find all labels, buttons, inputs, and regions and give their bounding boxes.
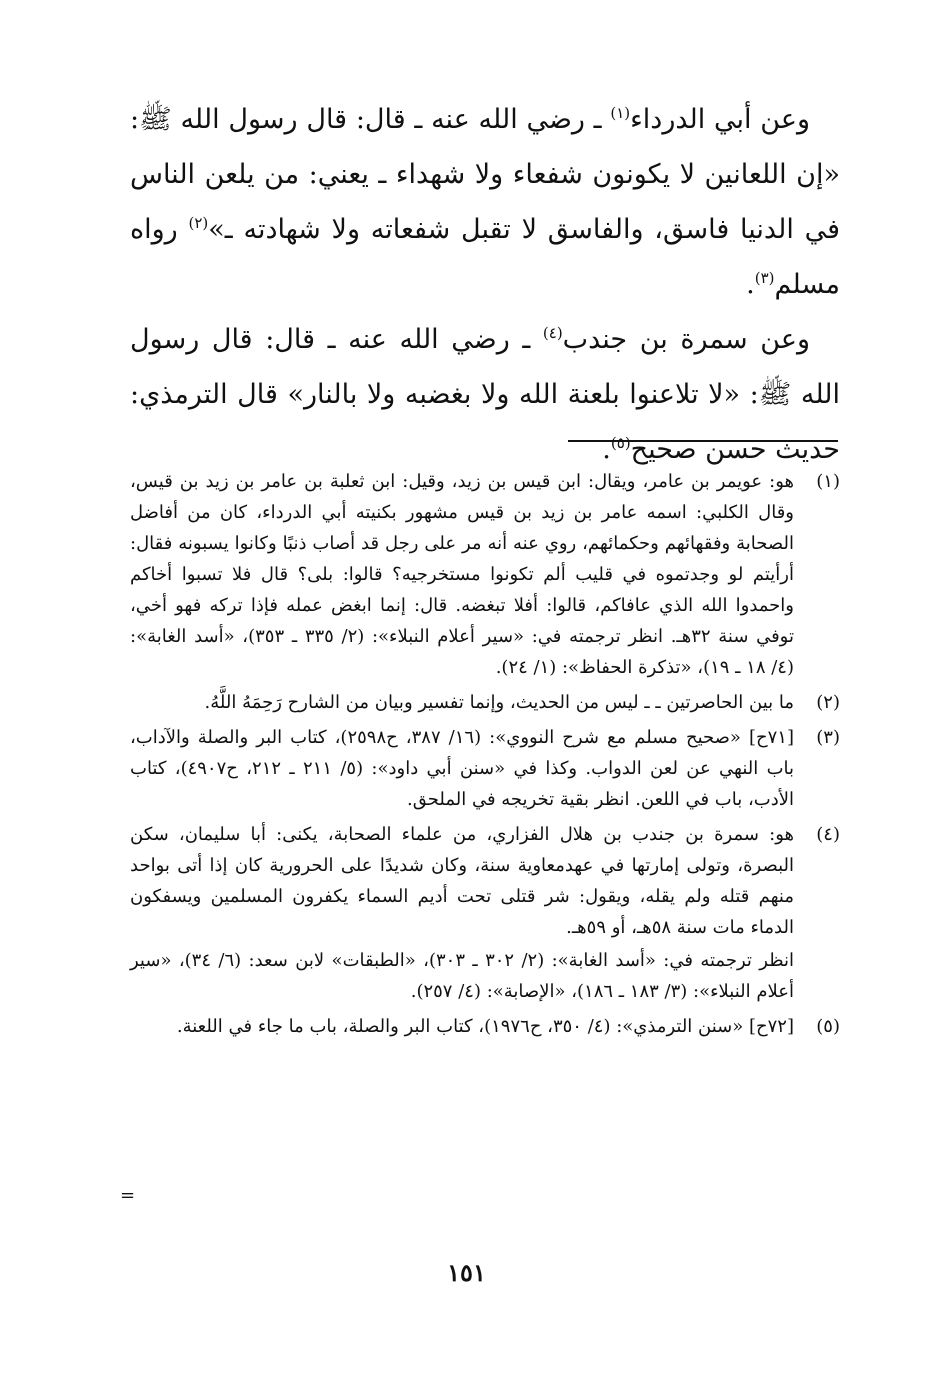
footnote-body: [130, 687, 794, 718]
footnote-text: هو: سمرة بن جندب بن هلال الفزاري، من علماء الصحابة، يكنى: أبا سليمان، سكن البصرة، وتولى إمارتها في عهدمعاوية سنة، وكان شديدًا على الحرورية كان إذا أتى بواحد منهم قتله ولم يقله، ويقول: شر قتلى تحت أديم السماء يكفرون المسلمين ويسفكون الدماء مات سنة ٥٨هـ، أو ٥٩هـ.: [130, 824, 794, 938]
hadith-paragraph-1: [130, 92, 840, 312]
footnote-number: (٢): [816, 692, 840, 713]
footnote-number: (١): [816, 471, 840, 492]
footnote-3: [130, 722, 840, 815]
page-number: ١٥١: [447, 1258, 486, 1287]
footnote-ref-4[interactable]: (٤): [542, 324, 563, 342]
footnote-ref-3[interactable]: (٣): [754, 269, 775, 287]
hadith-1-text-b: ـ رضي الله عنه ـ قال: قال رسول الله ﷺ: «إن اللعانين لا يكونون شفعاء ولا شهداء ـ يعني: من يلعن الناس في الدنيا فاسق، والفاسق لا تقبل شفعاته ولا شهادته ـ»: [130, 104, 841, 245]
main-text: [130, 92, 840, 477]
continuation-mark: =: [120, 1185, 136, 1206]
footnote-4: [130, 819, 840, 1007]
hadith-1-text-d: .: [746, 269, 755, 300]
footnote-text: ما بين الحاصرتين ـ ـ ليس من الحديث، وإنما تفسير وبيان من الشارح رَحِمَهُ اللَّهُ.: [204, 692, 794, 713]
footnote-number: (٣): [816, 727, 840, 748]
footnote-text: انظر ترجمته في: «أسد الغابة»: (٢/ ٣٠٢ ـ ٣٠٣)، «الطبقات» لابن سعد: (٦/ ٣٤)، «سير أعلام النبلاء»: (٣/ ١٨٣ ـ ١٨٦)، «الإصابة»: (٤/ ٢٥٧).: [130, 950, 794, 1002]
footnote-number: (٥): [816, 1016, 840, 1037]
footnote-ref-1[interactable]: (١): [610, 104, 631, 122]
footnotes: [130, 466, 840, 1042]
footnote-5: [130, 1011, 840, 1042]
hadith-paragraph-2: [130, 312, 840, 477]
footnote-2: [130, 687, 840, 718]
footnote-body: [130, 819, 794, 1007]
footnote-ref-5[interactable]: (٥): [610, 434, 631, 452]
hadith-1-text-a: وعن أبي الدرداء: [630, 104, 810, 135]
footnote-text: [٧١ح] «صحيح مسلم مع شرح النووي»: (١٦/ ٣٨٧، ح٢٥٩٨)، كتاب البر والصلة والآداب، باب النهي عن لعن الدواب. وكذا في «سنن أبي داود»: (٥/ ٢١١ ـ ٢١٢، ح٤٩٠٧)، كتاب الأدب، باب في اللعن. انظر بقية تخريجه في الملحق.: [130, 727, 795, 810]
footnote-number: (٤): [816, 824, 840, 845]
footnote-body: [130, 722, 794, 815]
footnote-ref-2[interactable]: (٢): [188, 214, 209, 232]
hadith-2-text-a: وعن سمرة بن جندب: [562, 324, 810, 355]
hadith-2-text-c: .: [602, 434, 611, 465]
footnote-text: [٧٢ح] «سنن الترمذي»: (٤/ ٣٥٠، ح١٩٧٦)، كتاب البر والصلة، باب ما جاء في اللعنة.: [176, 1016, 794, 1037]
footnote-text: هو: عويمر بن عامر، ويقال: ابن قيس بن زيد، وقيل: ابن ثعلبة بن عامر بن زيد بن قيس، وقال الكلبي: اسمه عامر بن زيد بن قيس مشهور بكنيته أبي الدرداء، كان من أفاضل الصحابة وفقهائهم وحكمائهم، روي عنه أنه مر على رجل قد أصاب ذنبًا وكانوا يسبونه فقال: أرأيتم لو وجدتموه في قليب ألم تكونوا مستخرجيه؟ قالوا: بلى؟ قال فلا تسبوا أخاكم واحمدوا الله الذي عافاكم، قالوا: أفلا تبغضه. قال: إنما ابغض عمله فإذا تركه فهو أخي، توفي سنة ٣٢هـ. انظر ترجمته في: «سير أعلام النبلاء»: (٢/ ٣٣٥ ـ ٣٥٣)، «أسد الغابة»: (٤/ ١٨ ـ ١٩)، «تذكرة الحفاظ»: (١/ ٢٤).: [130, 471, 794, 678]
footnote-body: [130, 1011, 794, 1042]
footnote-body: [130, 466, 794, 683]
footnote-1: [130, 466, 840, 683]
footnote-separator: [568, 440, 838, 442]
hadith-2-text-b: ـ رضي الله عنه ـ قال: قال رسول الله ﷺ: «لا تلاعنوا بلعنة الله ولا بغضبه ولا بالنار» قال الترمذي: حديث حسن صحيح: [130, 324, 840, 465]
hadith-1-text-c: رواه مسلم: [130, 214, 840, 300]
